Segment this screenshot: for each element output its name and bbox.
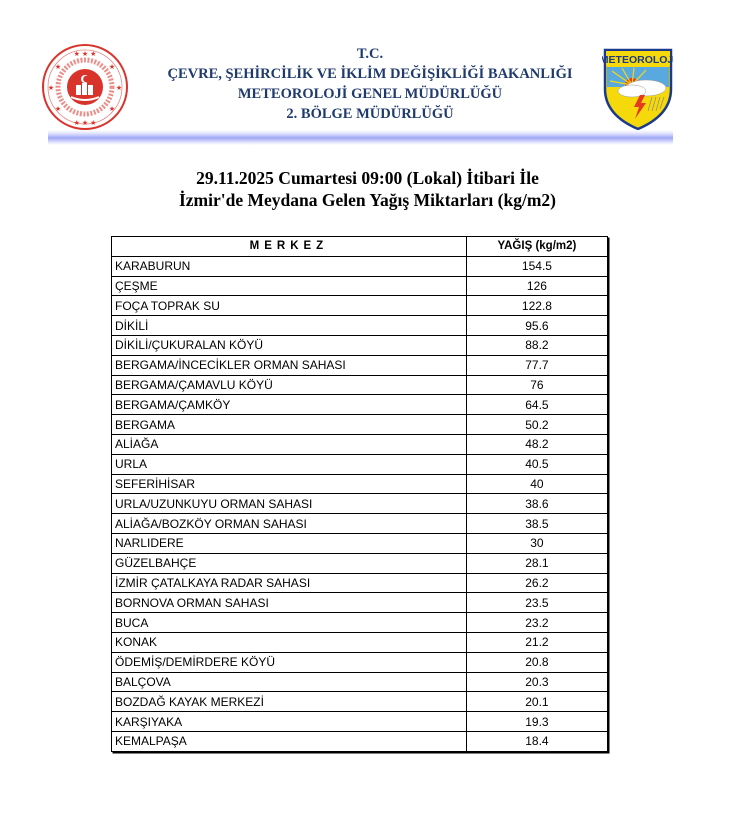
table-row [112,533,608,553]
station-name: BERGAMA/İNCECİKLER ORMAN SAHASI [112,355,467,375]
table-row [112,672,608,692]
table-row [112,355,608,375]
rainfall-value: 64.5 [466,395,607,415]
station-name: BERGAMA [112,415,467,435]
table-row [112,712,608,732]
rainfall-value: 28.1 [466,553,607,573]
table-header-row [112,237,608,257]
ministry-emblem-icon [41,43,129,131]
rainfall-value: 19.3 [466,712,607,732]
rainfall-value: 95.6 [466,316,607,336]
svg-text:★: ★ [108,106,116,113]
header-separator [48,130,673,145]
table-row [112,494,608,514]
report-title-line2: İzmir'de Meydana Gelen Yağış Miktarları (kg/m2) [178,190,556,210]
table-row [112,434,608,454]
table-row [112,454,608,474]
station-name: DİKİLİ/ÇUKURALAN KÖYÜ [112,335,467,355]
svg-text:★: ★ [108,64,116,71]
rainfall-table [111,236,608,752]
station-name: BERGAMA/ÇAMAVLU KÖYÜ [112,375,467,395]
rainfall-value: 23.2 [466,613,607,633]
table-row [112,652,608,672]
table-row [112,731,608,751]
rainfall-value: 26.2 [466,573,607,593]
column-header-rainfall: YAĞIŞ (kg/m2) [466,237,607,257]
station-name: BUCA [112,613,467,633]
svg-text:★: ★ [115,85,123,92]
station-name: URLA [112,454,467,474]
table-row [112,613,608,633]
table-row [112,514,608,534]
station-name: ALİAĞA/BOZKÖY ORMAN SAHASI [112,514,467,534]
header-line-directorate: METEOROLOJİ GENEL MÜDÜRLÜĞÜ [237,86,503,102]
table-row [112,573,608,593]
station-name: FOÇA TOPRAK SU [112,296,467,316]
table-row [112,692,608,712]
table-row [112,316,608,336]
station-name: KEMALPAŞA [112,731,467,751]
station-name: İZMİR ÇATALKAYA RADAR SAHASI [112,573,467,593]
report-title [100,167,635,211]
rainfall-value: 20.1 [466,692,607,712]
rainfall-value: 20.8 [466,652,607,672]
header-line-tc: T.C. [356,46,384,62]
header-line-ministry: ÇEVRE, ŞEHİRCİLİK VE İKLİM DEĞİŞİKLİĞİ BAKANLIĞI [167,66,573,82]
table-row [112,296,608,316]
station-name: URLA/UZUNKUYU ORMAN SAHASI [112,494,467,514]
table-row [112,375,608,395]
rainfall-value: 126 [466,276,607,296]
header-line-region: 2. BÖLGE MÜDÜRLÜĞÜ [286,106,454,122]
rainfall-value: 76 [466,375,607,395]
institution-header [120,44,620,124]
station-name: BERGAMA/ÇAMKÖY [112,395,467,415]
station-name: ÖDEMİŞ/DEMİRDERE KÖYÜ [112,652,467,672]
rainfall-value: 23.5 [466,593,607,613]
table-row [112,256,608,276]
table-row [112,593,608,613]
station-name: BORNOVA ORMAN SAHASI [112,593,467,613]
rainfall-value: 40 [466,474,607,494]
rainfall-value: 38.5 [466,514,607,534]
rainfall-value: 88.2 [466,335,607,355]
svg-text:★ ★ ★: ★ ★ ★ [73,51,97,58]
rainfall-value: 77.7 [466,355,607,375]
station-name: KARŞIYAKA [112,712,467,732]
station-name: BALÇOVA [112,672,467,692]
rainfall-value: 48.2 [466,434,607,454]
rainfall-value: 122.8 [466,296,607,316]
rainfall-value: 30 [466,533,607,553]
svg-text:METEOROLOJi: METEOROLOJi [602,54,674,66]
station-name: KONAK [112,632,467,652]
table-row [112,415,608,435]
rainfall-value: 20.3 [466,672,607,692]
table-row [112,276,608,296]
table-row [112,395,608,415]
rainfall-value: 38.6 [466,494,607,514]
svg-text:★ ★ ★: ★ ★ ★ [73,120,97,127]
rainfall-value: 18.4 [466,731,607,751]
station-name: ALİAĞA [112,434,467,454]
table-row [112,553,608,573]
station-name: BOZDAĞ KAYAK MERKEZİ [112,692,467,712]
rainfall-value: 154.5 [466,256,607,276]
table-row [112,335,608,355]
station-name: SEFERİHİSAR [112,474,467,494]
station-name: ÇEŞME [112,276,467,296]
station-name: KARABURUN [112,256,467,276]
rainfall-value: 40.5 [466,454,607,474]
station-name: DİKİLİ [112,316,467,336]
rainfall-value: 21.2 [466,632,607,652]
svg-text:★: ★ [54,106,62,113]
table-row [112,474,608,494]
station-name: NARLIDERE [112,533,467,553]
rainfall-value: 50.2 [466,415,607,435]
station-name: GÜZELBAHÇE [112,553,467,573]
table-row [112,632,608,652]
svg-text:★: ★ [54,64,62,71]
column-header-station: MERKEZ [112,237,467,257]
svg-text:★: ★ [47,85,55,92]
report-title-line1: 29.11.2025 Cumartesi 09:00 (Lokal) İtibari İle [196,168,539,188]
